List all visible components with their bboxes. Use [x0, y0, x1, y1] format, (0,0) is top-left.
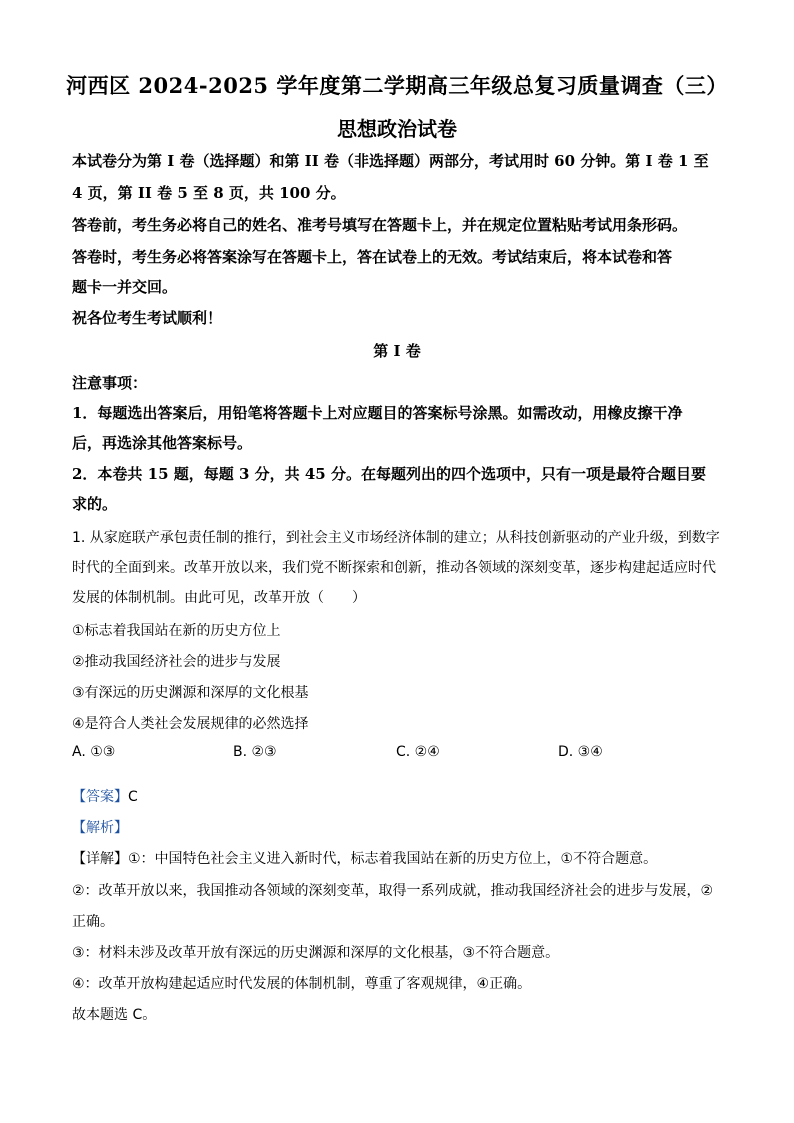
statement-item: ①标志着我国站在新的历史方位上	[72, 623, 281, 639]
detail-line: ④：改革开放构建起适应时代发展的体制机制，尊重了客观规律，④正确。	[72, 976, 532, 992]
intro-line: 答卷时，考生务必将答案涂写在答题卡上，答在试卷上的无效。考试结束后，将本试卷和答	[72, 248, 673, 266]
notice-item: 求的。	[72, 495, 118, 513]
option-a: A. ①③	[72, 744, 116, 760]
question-stem: 发展的体制机制。由此可见，改革开放（ ）	[72, 590, 366, 606]
question-stem: 1. 从家庭联产承包责任制的推行，到社会主义市场经济体制的建立；从科技创新驱动的产业升级，到数字	[72, 530, 720, 546]
intro-line: 题卡一并交回。	[72, 278, 178, 296]
question-stem: 时代的全面到来。改革开放以来，我们党不断探索和创新，推动各领域的深刻变革，逐步构建起适应时代	[72, 560, 716, 576]
page-subtitle: 思想政治试卷	[337, 117, 457, 141]
statement-item: ③有深远的历史渊源和深厚的文化根基	[72, 685, 309, 701]
detail-line: ②：改革开放以来，我国推动各领域的深刻变革，取得一系列成就，推动我国经济社会的进步与发展，②	[72, 883, 714, 899]
section-title: 第 I 卷	[373, 342, 421, 360]
detail-line	[72, 848, 657, 868]
detail-text: ①：中国特色社会主义进入新时代，标志着我国站在新的历史方位上，①不符合题意。	[128, 851, 658, 867]
intro-line: 4 页，第 II 卷 5 至 8 页，共 100 分。	[72, 184, 346, 202]
intro-line: 答卷前，考生务必将自己的姓名、准考号填写在答题卡上，并在规定位置粘贴考试用条形码。	[72, 216, 688, 234]
notice-item: 后，再选涂其他答案标号。	[72, 434, 253, 452]
intro-line: 本试卷分为第 I 卷（选择题）和第 II 卷（非选择题）两部分，考试用时 60 分钟。第 I 卷 1 至	[72, 152, 709, 170]
conclusion-line: 故本题选 C。	[72, 1007, 157, 1023]
notice-item: 1．每题选出答案后，用铅笔将答题卡上对应题目的答案标号涂黑。如需改动，用橡皮擦干净	[72, 404, 683, 422]
answer-value: C	[128, 789, 138, 805]
statement-item: ④是符合人类社会发展规律的必然选择	[72, 716, 309, 732]
page-title: 河西区 2024-2025 学年度第二学期高三年级总复习质量调查（三）	[66, 73, 728, 98]
detail-line: ③：材料未涉及改革开放有深远的历史渊源和深厚的文化根基，③不符合题意。	[72, 945, 560, 961]
detail-label: 【详解】	[72, 851, 128, 867]
option-d: D. ③④	[558, 744, 603, 760]
analysis-label: 【解析】	[72, 820, 128, 836]
answer-line	[72, 786, 138, 806]
statement-item: ②推动我国经济社会的进步与发展	[72, 654, 281, 670]
option-b: B. ②③	[233, 744, 277, 760]
answer-label: 【答案】	[72, 789, 128, 805]
detail-line: 正确。	[72, 914, 114, 930]
notice-heading: 注意事项：	[72, 374, 148, 392]
notice-item: 2．本卷共 15 题，每题 3 分，共 45 分。在每题列出的四个选项中，只有一项是最符合题目要	[72, 465, 706, 483]
option-c: C. ②④	[396, 744, 440, 760]
greeting-line: 祝各位考生考试顺利！	[72, 309, 223, 327]
